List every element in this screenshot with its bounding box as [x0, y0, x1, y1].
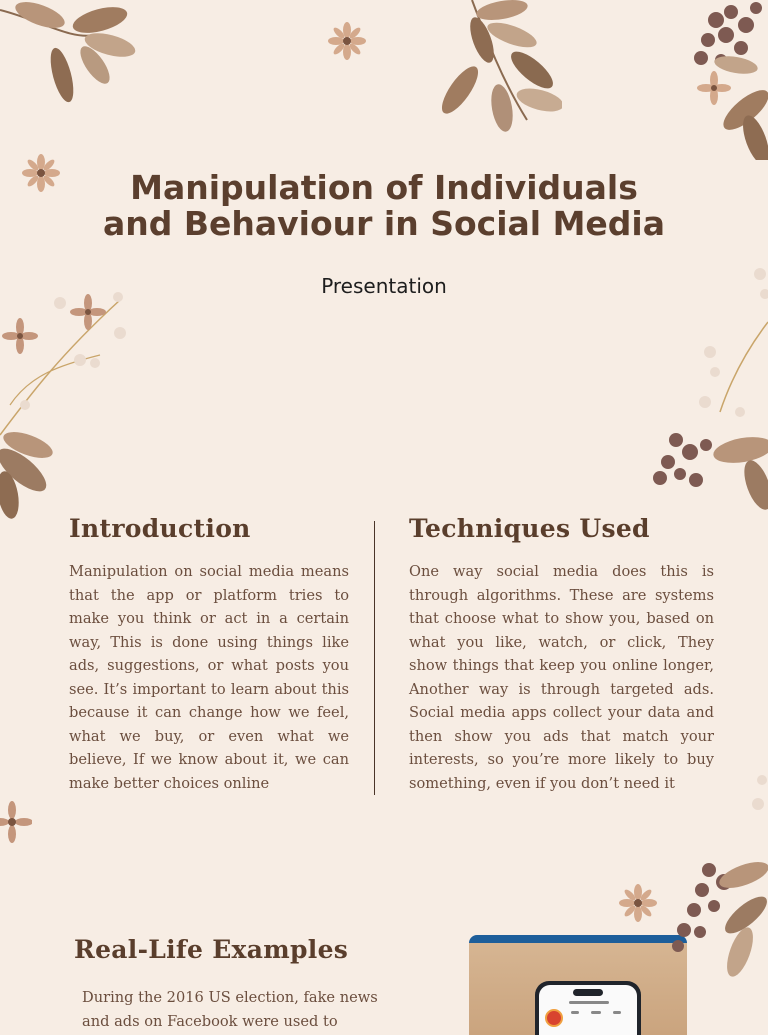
- phone-screen: [539, 985, 637, 1035]
- phone-photo: [469, 935, 687, 1035]
- profile-stat-line: [613, 1011, 621, 1014]
- page-title: [0, 170, 768, 242]
- page-title-line-2: and Behaviour in Social Media: [102, 204, 665, 243]
- examples-heading: Real-Life Examples: [74, 935, 349, 964]
- leaf-branch-top-center-icon: [432, 0, 562, 135]
- profile-stat-line: [591, 1011, 601, 1014]
- column-divider: [374, 521, 375, 795]
- phone-image: [535, 981, 641, 1035]
- profile-handle-line: [569, 1001, 609, 1004]
- berry-cluster-bottom-right-icon: [664, 860, 768, 980]
- flower-small-top-icon: [328, 22, 366, 60]
- berry-cluster-top-right-icon: [686, 0, 768, 160]
- introduction-heading: Introduction: [69, 514, 251, 543]
- techniques-body: One way social media does this is through algorithms. These are systems that choose what to show you, based on what you like, watch, or click, They show things that keep you online longer, Another way is through targeted ads. Social media apps collect your data and then show you ads that match your interests, so you’re more likely to buy something, even if you don’t need it: [409, 563, 714, 792]
- flowers-edge-right-icon: [748, 770, 768, 820]
- flower-edge-left-icon: [0, 798, 32, 848]
- examples-body: During the 2016 US election, fake news and ads on Facebook were used to: [82, 989, 378, 1030]
- berry-cluster-right-icon: [648, 430, 768, 530]
- introduction-body: Manipulation on social media means that the app or platform tries to make you think or act in a certain way, This is done using things like ads, suggestions, or what posts you see. It’s important to learn about this because it can change how we feel, what we buy, or even what we believe, If we know about it, we can make better choices online: [69, 563, 349, 792]
- techniques-heading: Techniques Used: [409, 514, 650, 543]
- page-subtitle: Presentation: [321, 274, 447, 298]
- floral-spray-left-icon: [0, 285, 140, 520]
- leaf-branch-top-left-icon: [0, 0, 150, 115]
- profile-avatar: [545, 1009, 563, 1027]
- profile-stat-line: [571, 1011, 579, 1014]
- flower-small-bottom-icon: [619, 884, 657, 922]
- page-title-line-1: Manipulation of Individuals: [130, 168, 638, 207]
- phone-notch: [573, 989, 603, 996]
